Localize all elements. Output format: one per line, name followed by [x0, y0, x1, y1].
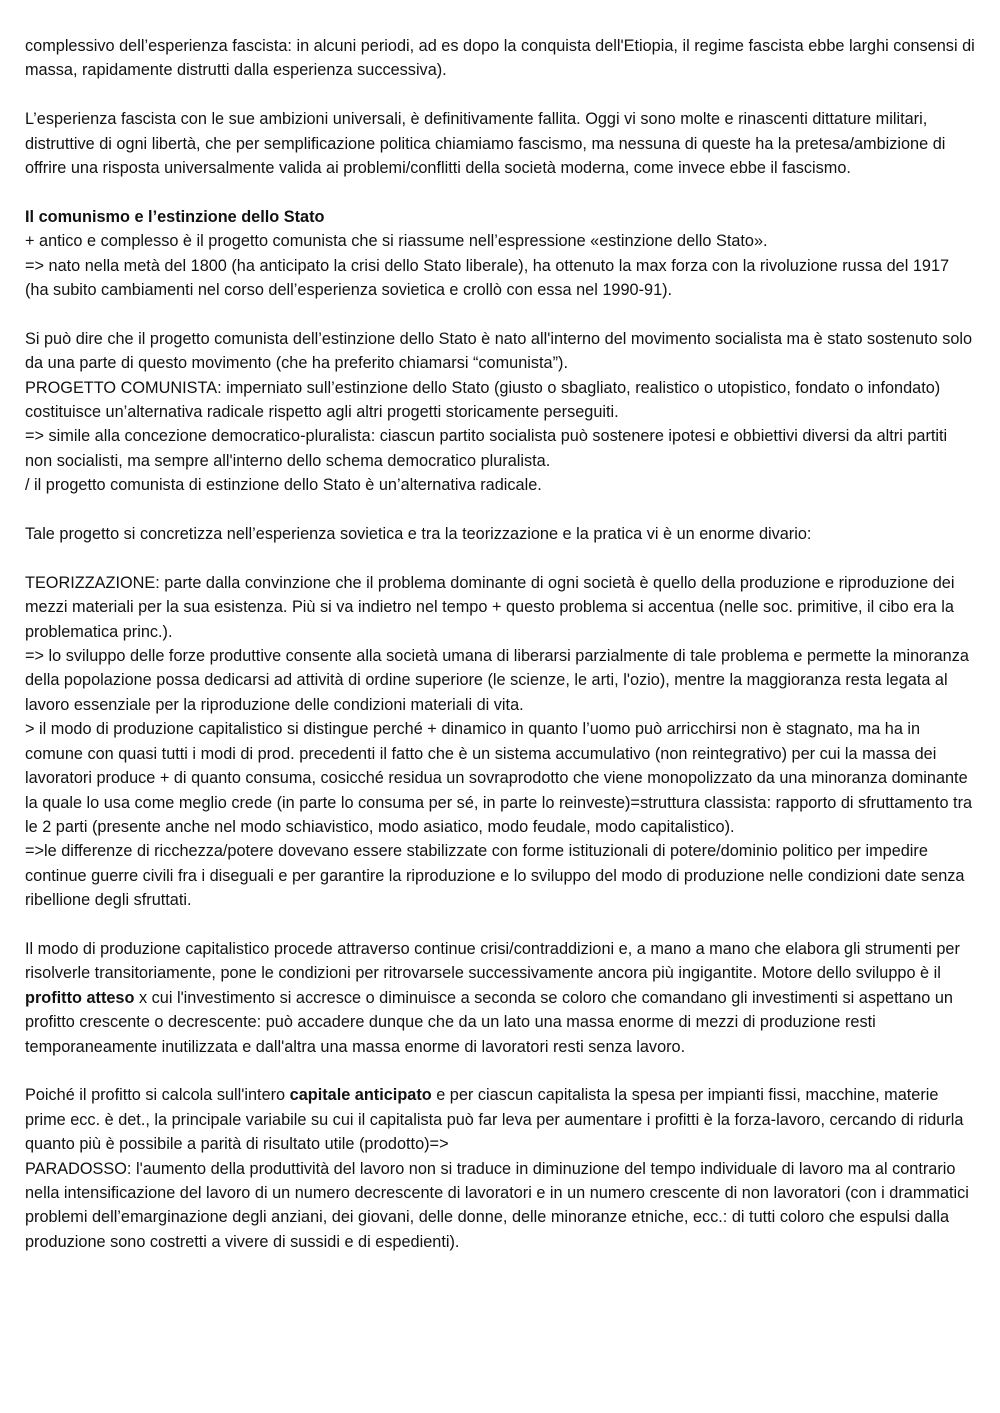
paragraph-progetto-comunista: PROGETTO COMUNISTA: imperniato sull’estinzione dello Stato (giusto o sbagliato, realistico o utopistico, fondato o infondato) costituisce un’alternativa radicale rispetto agli altri progetti storicamente perseguiti. — [25, 378, 941, 422]
paragraph-gap — [25, 302, 977, 326]
paragraph-teorizzazione: TEORIZZAZIONE: parte dalla convinzione che il problema dominante di ogni società è quello della produzione e riproduzione dei mezzi materiali per la sua esistenza. Più si va indietro nel tempo + questo problema si accentua (nelle soc. primitive, il cibo era la problematica princ.). — [25, 573, 955, 641]
paragraph-capitalist-mode: > il modo di produzione capitalistico si distingue perché + dinamico in quanto l’uomo può arricchirsi non è stagnato, ma ha in comune con quasi tutti i modi di prod. precedenti il fatto che è un sistema accumulativo (non reintegrativo) per cui la massa dei lavoratori produce + di quanto consuma, cosicché residua un sovraprodotto che viene monopolizzato da una minoranza dominante la quale lo usa come meglio crede (in parte lo consuma per sé, in parte lo reinveste)=struttura classista: rapporto di sfruttamento tra le 2 parti (presente anche nel modo schiavistico, modo asiatico, modo feudale, modo capitalistico). — [25, 720, 973, 836]
paragraph-gap — [25, 83, 977, 107]
paragraph-capitale-anticipato: Poiché il profitto si calcola sull'intero capitale anticipato e per ciascun capitalista la spesa per impianti fissi, macchine, materie prime ecc. è det., la principale variabile su cui il capitalista può far leva per aumentare i profitti è la forza-lavoro, cercando di ridurla quanto più è possibile a parità di risultato utile (prodotto)=> — [25, 1086, 964, 1154]
document-page — [25, 34, 977, 1254]
paragraph-socialist-movement: Si può dire che il progetto comunista dell’estinzione dello Stato è nato all'interno del movimento socialista ma è stato sostenuto solo da una parte di questo movimento (che ha preferito chiamarsi “comunista”). — [25, 329, 973, 373]
paragraph-gap — [25, 546, 977, 570]
paragraph-productive-forces: => lo sviluppo delle forze produttive consente alla società umana di liberarsi parzialmente di tale problema e permette la minoranza della popolazione possa dedicarsi ad attività di ordine superiore (le scienze, le arti, l'ozio), mentre la maggioranza resta legata al lavoro essenziale per la riproduzione delle condizioni materiali di vita. — [25, 647, 969, 714]
paragraph-gap — [25, 1059, 977, 1083]
paragraph-gap — [25, 180, 977, 204]
paragraph-democratic-pluralist: => simile alla concezione democratico-pluralista: ciascun partito socialista può sostenere ipotesi e obbiettivi diversi da altri partiti non socialisti, ma sempre all'interno dello schema democratico pluralista. — [25, 427, 948, 470]
paragraph-fascist-consensus: complessivo dell’esperienza fascista: in alcuni periodi, ad es dopo la conquista dell'Etiopia, il regime fascista ebbe larghi consensi di massa, rapidamente distrutti dalla esperienza successiva). — [25, 37, 975, 80]
paragraph-fascist-failure: L’esperienza fascista con le sue ambizioni universali, è definitivamente fallita. Oggi vi sono molte e rinascenti dittature militari, distruttive di ogni libertà, che per semplificazione politica chiamiamo fascismo, ma nessuna di queste ha la pretesa/ambizione di offrire una risposta universalmente valida ai problemi/conflitti della società moderna, come invece ebbe il fascismo. — [25, 110, 946, 178]
paragraph-communist-origin: => nato nella metà del 1800 (ha anticipato la crisi dello Stato liberale), ha ottenuto la max forza con la rivoluzione russa del 1917 (ha subito cambiamenti nel corso dell’esperienza sovietica e crollò con essa nel 1990-91). — [25, 256, 950, 300]
paragraph-gap — [25, 498, 977, 522]
paragraph-paradosso: PARADOSSO: l'aumento della produttività del lavoro non si traduce in diminuzione del tempo individuale di lavoro ma al contrario nella intensificazione del lavoro di un numero decrescente di lavoratori e in un numero crescente di non lavoratori (con i drammatici problemi dell’emarginazione degli anziani, dei giovani, delle donne, delle minoranze etniche, ecc.: di tutti coloro che espulsi dalla produzione sono costretti a vivere di sussidi e di espedienti). — [25, 1159, 969, 1251]
paragraph-soviet-experience: Tale progetto si concretizza nell’esperienza sovietica e tra la teorizzazione e la pratica vi è un enorme divario: — [25, 525, 812, 544]
section-heading-communism: Il comunismo e l’estinzione dello Stato — [25, 207, 325, 226]
paragraph-capitalist-crises: Il modo di produzione capitalistico procede attraverso continue crisi/contraddizioni e, a mano a mano che elabora gli strumenti per risolverle transitoriamente, pone le condizioni per ritrovarsele successivamente ancora più ingigantite. Motore dello sviluppo è il profitto atteso x cui l'investimento si accresce o diminuisce a seconda se coloro che comandano gli investimenti si aspettano un profitto crescente o decrescente: può accadere dunque che da un lato una massa enorme di mezzi di produzione resti temporaneamente inutilizzata e dall'altra una massa enorme di lavoratori resti senza lavoro. — [25, 939, 960, 1056]
paragraph-communist-project: + antico e complesso è il progetto comunista che si riassume nell’espressione «estinzione dello Stato». — [25, 232, 768, 251]
paragraph-radical-alternative: / il progetto comunista di estinzione dello Stato è un’alternativa radicale. — [25, 476, 542, 495]
paragraph-gap — [25, 913, 977, 937]
paragraph-wealth-differences: =>le differenze di ricchezza/potere dovevano essere stabilizzate con forme istituzionali di potere/dominio politico per impedire continue guerre civili fra i diseguali e per garantire la riproduzione e lo sviluppo del modo di produzione nelle condizioni date senza ribellione degli sfruttati. — [25, 842, 965, 910]
